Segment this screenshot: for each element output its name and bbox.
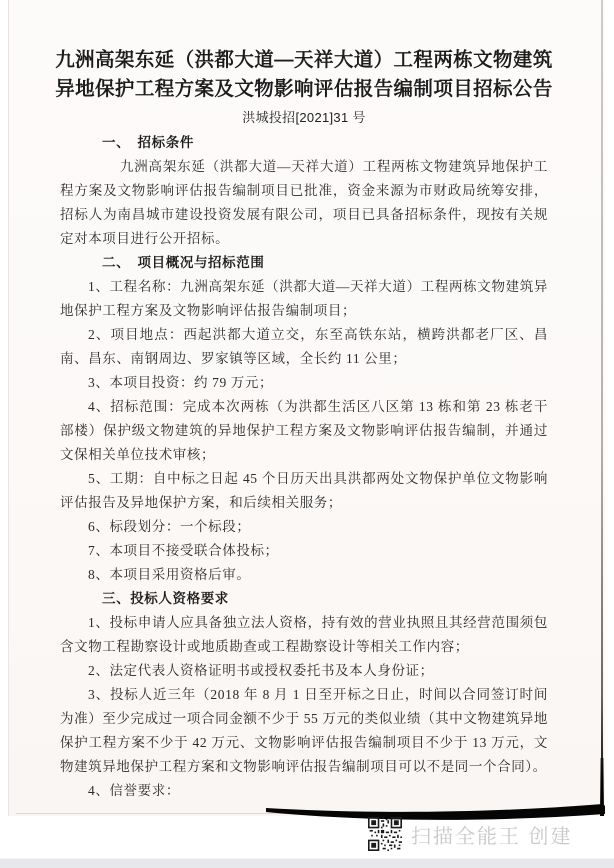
qr-code-icon [368,817,402,851]
section-3-item-3: 3、投标人近三年（2018 年 8 月 1 日至开标之日止，时间以合同签订时间为准）至少完成过一项合同金额不少于 55 万元的类似业绩（其中文物建筑异地保护工程方案不少于 42 万元、文物影响评估报告编制项目不少于 13 万元，文物建筑异地保护工程方案和文物影响评估报告编制项目可以不是同一个合同）。 [60,687,548,774]
bottom-strip [0,859,614,868]
section-2-item-6: 6、标段划分：一个标段； [88,519,251,534]
camscanner-watermark [368,817,573,851]
document-content [8,0,605,803]
page-right-edge [601,0,603,816]
section-2-item-2: 2、项目地点：西起洪都大道立交，东至高铁东站，横跨洪都老厂区、昌南、昌东、南钢周边、罗家镇等区域，全长约 11 公里； [60,327,548,366]
scanned-page [8,0,605,816]
section-2-item-4: 4、招标范围：完成本次两栋（为洪都生活区八区第 13 栋和第 23 栋老干部楼）保护级文物建筑的异地保护工程方案及文物影响评估报告编制，并通过文保相关单位技术审核； [60,399,548,462]
document-number: 洪城投招[2021]31 号 [242,110,366,125]
section-2-item-3: 3、本项目投资：约 79 万元； [88,375,274,390]
document-body [60,131,548,803]
page-left-edge [8,0,9,816]
section-2-item-5: 5、工期：自中标之日起 45 个日历天出具洪都两处文物保护单位文物影响评估报告及异地保护方案，和后续相关服务； [60,471,548,510]
section-2-item-7: 7、本项目不接受联合体投标； [88,543,279,558]
document-title [46,46,562,104]
section-3-item-1: 1、投标申请人应具备独立法人资格，持有效的营业执照且其经营范围须包含文物工程勘察设计或地质勘查或工程勘察设计等相关工作内容； [60,615,548,654]
section-2-heading: 二、 项目概况与招标范围 [102,255,265,270]
section-2-item-1: 1、工程名称：九洲高架东延（洪都大道—天祥大道）工程两栋文物建筑异地保护工程方案及文物影响评估报告编制项目； [60,279,548,318]
section-1-paragraph: 九洲高架东延（洪都大道—天祥大道）工程两栋文物建筑异地保护工程方案及文物影响评估报告编制项目已批准，资金来源为市财政局统筹安排，招标人为南昌城市建设投资发展有限公司，项目已具备招标条件，现按有关规定对本项目进行公开招标。 [60,159,548,246]
section-3-item-4: 4、信誉要求： [88,783,180,798]
title-line-1: 九洲高架东延（洪都大道—天祥大道）工程两栋文物建筑 [55,49,553,71]
section-3-item-2: 2、法定代表人资格证明书或授权委托书及本人身份证； [88,663,434,678]
section-3-heading: 三、投标人资格要求 [102,591,229,606]
section-1-heading: 一、 招标条件 [102,135,194,150]
section-2-item-8: 8、本项目采用资格后审。 [88,567,251,582]
watermark-label: 扫描全能王 创建 [411,825,573,848]
title-line-2: 异地保护工程方案及文物影响评估报告编制项目招标公告 [55,78,553,100]
